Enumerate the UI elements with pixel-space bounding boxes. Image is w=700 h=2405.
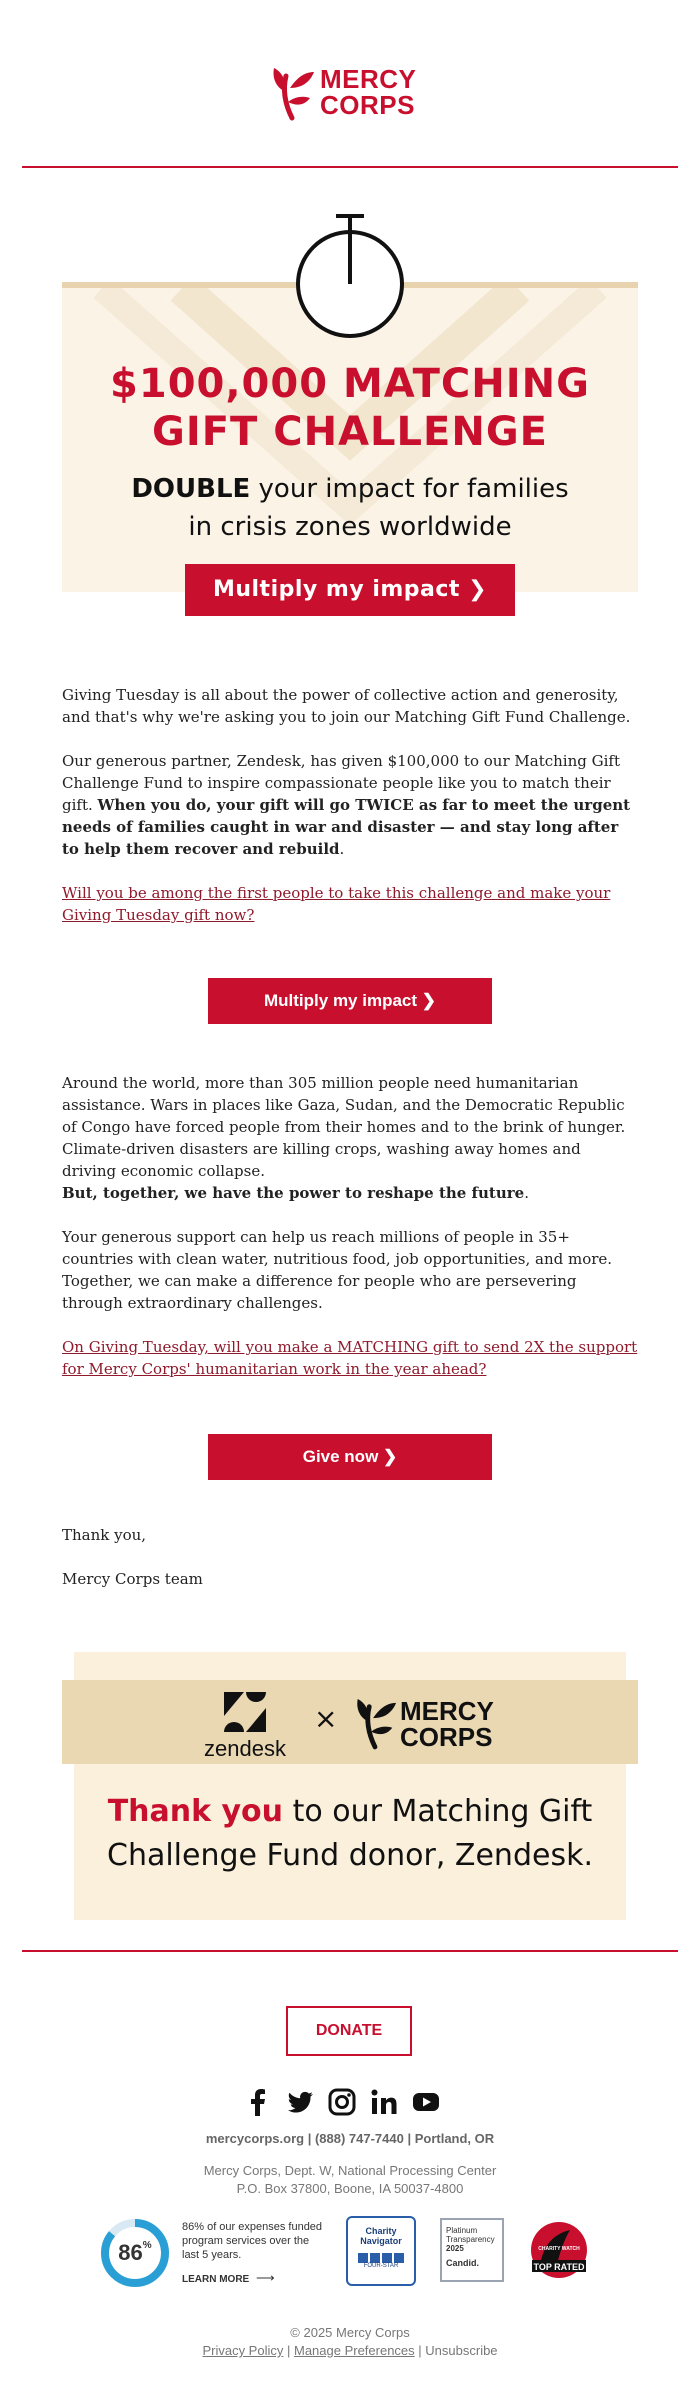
cn-line1: Charity — [365, 2226, 397, 2236]
linkedin-icon[interactable] — [370, 2088, 398, 2116]
youtube-icon[interactable] — [412, 2088, 440, 2116]
hero-subtitle-line2: in crisis zones worldwide — [188, 512, 512, 542]
footer-address-line2: P.O. Box 37800, Boone, IA 50037-4800 — [236, 2181, 464, 2196]
expense-ratio-text — [182, 2220, 332, 2262]
candid-line1: Platinum — [446, 2226, 478, 2235]
logo-text-line1: MERCY — [320, 64, 417, 94]
expense-ratio-sign: % — [142, 2240, 152, 2251]
hero-title-line2: GIFT CHALLENGE — [152, 409, 548, 455]
expense-text-line2: program services over the — [182, 2235, 310, 2247]
partner-mc-line1: MERCY — [400, 1696, 494, 1726]
hero-multiply-impact-button[interactable]: Multiply my impact ❯ — [185, 564, 515, 616]
expense-text-line1: 86% of our expenses funded — [182, 2221, 323, 2233]
partner-mercy-corps-wordmark — [400, 1698, 494, 1750]
footer-contact: mercycorps.org | (888) 747-7440 | Portland, OR — [205, 2131, 495, 2146]
partner-mc-line2: CORPS — [400, 1722, 493, 1752]
footer-divider — [22, 1950, 678, 1952]
expense-ratio-value — [100, 2240, 170, 2266]
challenge-link-paragraph — [62, 882, 638, 926]
signature: Mercy Corps team — [62, 1570, 203, 1588]
cn-line3: FOUR-STAR — [363, 2263, 399, 2269]
matching-gift-link[interactable]: On Giving Tuesday, will you make a MATCHING gift to send 2X the support for Mercy Corps' humanitarian work in the year ahead? — [62, 1338, 638, 1378]
footer-links — [0, 2342, 700, 2360]
arrow-right-icon: ⟶ — [256, 2270, 275, 2285]
candid-badge — [440, 2218, 504, 2282]
zendesk-logo-icon — [222, 1690, 268, 1734]
expense-ratio-number: 86 — [118, 2240, 143, 2265]
multiply-impact-button[interactable]: Multiply my impact ❯ — [208, 978, 492, 1024]
footer-copyright: © 2025 Mercy Corps — [290, 2325, 410, 2340]
partner-thank-rest: to our Matching Gift — [283, 1794, 593, 1829]
zendesk-wordmark: zendesk — [204, 1736, 286, 1761]
unsubscribe-link[interactable]: Unsubscribe — [425, 2343, 498, 2358]
hero-subtitle-bold: DOUBLE — [131, 474, 251, 504]
partner-thank-you — [62, 1790, 638, 1878]
support-paragraph: Your generous support can help us reach millions of people in 35+ countries with clean water, nutritious food, job opportunities, and more. Together, we can make a difference for people who are persevering through extraordinary challenges. — [62, 1228, 613, 1312]
partner-paragraph — [62, 750, 638, 860]
charity-watch-line2: TOP RATED — [533, 2262, 585, 2272]
cn-line2: Navigator — [360, 2236, 402, 2246]
partner-paragraph-end: . — [339, 840, 345, 858]
candid-line4: Candid. — [446, 2258, 479, 2268]
partner-thank-line2: Challenge Fund donor, Zendesk. — [107, 1838, 593, 1873]
future-paragraph-bold: But, together, we have the power to reshape the future — [62, 1184, 525, 1202]
mercy-corps-mark-dark-icon — [352, 1692, 398, 1752]
crisis-paragraph: Around the world, more than 305 million people need humanitarian assistance. Wars in places like Gaza, Sudan, and the Democratic Republic of Congo have forced people from their homes and to the brink of hunger. Climate-driven disasters are killing crops, washing away homes and driving economic collapse. — [62, 1074, 626, 1180]
footer-sep-1: | — [283, 2343, 294, 2358]
partner-logo-band — [62, 1680, 638, 1764]
intro-paragraph: Giving Tuesday is all about the power of collective action and generosity, and that's why we're asking you to join our Matching Gift Fund Challenge. — [62, 686, 631, 726]
expense-text-line3: last 5 years. — [182, 2249, 242, 2261]
mercy-corps-mark-icon — [268, 62, 316, 122]
candid-line2: Transparency — [446, 2235, 495, 2244]
hero-banner[interactable] — [62, 212, 638, 602]
facebook-icon[interactable] — [244, 2088, 272, 2116]
mercy-corps-logo[interactable] — [268, 62, 438, 122]
stopwatch-icon — [290, 212, 410, 342]
manage-preferences-link[interactable]: Manage Preferences — [293, 2343, 415, 2358]
signoff: Thank you, — [62, 1526, 147, 1544]
hero-subtitle-rest: your impact for families — [250, 474, 569, 504]
partner-times-symbol: × — [314, 1702, 338, 1735]
future-paragraph — [62, 1182, 638, 1204]
hero-title — [62, 360, 638, 456]
partner-banner — [62, 1652, 638, 1920]
privacy-policy-link[interactable]: Privacy Policy — [202, 2343, 284, 2358]
footer-sep-2: | — [414, 2343, 426, 2358]
donate-button[interactable]: DONATE — [286, 2006, 412, 2056]
hero-subtitle — [62, 470, 638, 546]
instagram-icon[interactable] — [328, 2088, 356, 2116]
cn-stars-icon — [355, 2250, 407, 2260]
hero-title-line1: $100,000 MATCHING — [110, 361, 590, 407]
learn-more-label: LEARN MORE — [182, 2274, 250, 2285]
header-divider — [22, 166, 678, 168]
challenge-link[interactable]: Will you be among the first people to take this challenge and make your Giving Tuesday gift now? — [62, 884, 611, 924]
charity-watch-line1: CHARITY WATCH — [538, 2246, 580, 2252]
footer-address-line1: Mercy Corps, Dept. W, National Processing Center — [203, 2163, 497, 2178]
partner-thank-red: Thank you — [107, 1794, 284, 1829]
matching-link-paragraph — [62, 1336, 638, 1380]
give-now-button[interactable]: Give now ❯ — [208, 1434, 492, 1480]
candid-line3: 2025 — [446, 2244, 464, 2253]
learn-more-link[interactable] — [182, 2270, 275, 2286]
partner-paragraph-bold: When you do, your gift will go TWICE as far to meet the urgent needs of families caught in war and disaster — and stay long after to help them recover and rebuild — [62, 796, 631, 858]
partner-paragraph-text: Our generous partner, Zendesk, has given $100,000 to our Matching Gift Challenge Fund to inspire compassionate people like you to match their gift. — [62, 752, 620, 814]
twitter-icon[interactable] — [286, 2088, 314, 2116]
charity-navigator-badge — [346, 2216, 416, 2286]
future-paragraph-end: . — [524, 1184, 529, 1202]
logo-text-line2: CORPS — [320, 90, 415, 120]
